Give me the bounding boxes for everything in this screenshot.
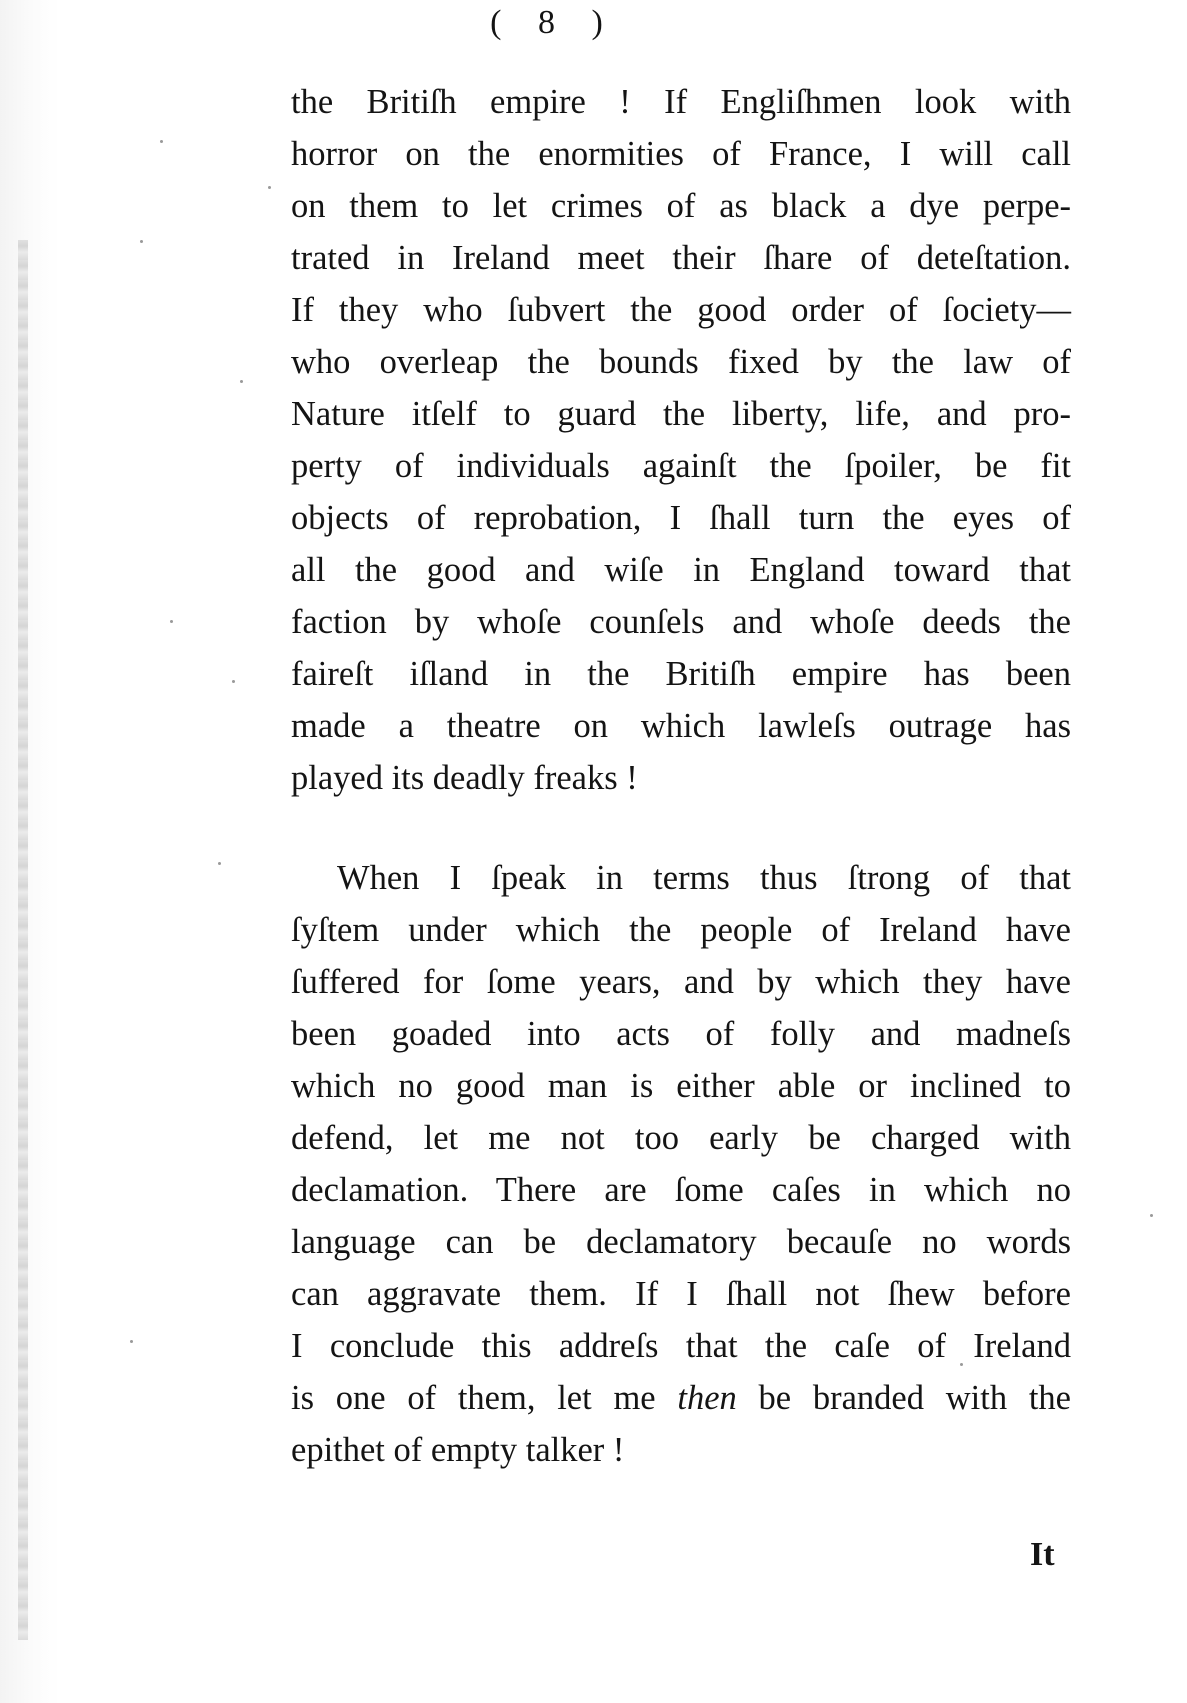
page-gutter [0,0,60,1703]
text-line: trated in Ireland meet their ſhare of deteſtation. [291,239,1071,277]
text-line: who overleap the bounds fixed by the law of [291,343,1071,381]
text-line-with-italic [291,1372,1071,1424]
speck [218,862,221,865]
text-line: language can be declamatory becauſe no words [291,1223,1071,1261]
text-line: epithet of empty talker ! [291,1431,625,1469]
paragraph-2 [291,852,1071,1476]
text-line: faction by whoſe counſels and whoſe deeds the [291,603,1071,641]
speck [160,140,163,143]
catchword: It [1030,1536,1055,1573]
text-line: played its deadly freaks ! [291,759,638,797]
speck [130,1340,133,1343]
speck [268,186,271,189]
speck [170,620,173,623]
text-line: When I ſpeak in terms thus ſtrong of that [337,859,1071,897]
binding-shadow [18,240,28,1640]
text-fragment: is one of them, let me [291,1379,678,1417]
speck [140,240,143,243]
text-line: the Britiſh empire ! If Engliſhmen look with [291,83,1071,121]
speck [240,380,243,383]
text-line: I conclude this addreſs that the caſe of Ireland [291,1327,1071,1365]
text-line: declamation. There are ſome caſes in which no [291,1171,1071,1209]
text-line: made a theatre on which lawleſs outrage has [291,707,1071,745]
text-line: faireſt iſland in the Britiſh empire has been [291,655,1071,693]
text-line: can aggravate them. If I ſhall not ſhew before [291,1275,1071,1313]
italic-word: then [677,1379,737,1417]
text-line: objects of reprobation, I ſhall turn the eyes of [291,499,1071,537]
text-line: ſyſtem under which the people of Ireland have [291,911,1071,949]
text-line: all the good and wiſe in England toward that [291,551,1071,589]
text-line: ſuffered for ſome years, and by which they have [291,963,1071,1001]
text-line: If they who ſubvert the good order of ſociety— [291,291,1071,329]
text-line: been goaded into acts of folly and madneſs [291,1015,1071,1053]
speck [1150,1214,1153,1217]
text-line: on them to let crimes of as black a dye perpe- [291,187,1071,225]
paragraph-1 [291,76,1071,804]
text-fragment: be branded with the [736,1379,1071,1417]
text-line: Nature itſelf to guard the liberty, life, and pro- [291,395,1071,433]
page-number: ( 8 ) [490,4,617,41]
text-line: defend, let me not too early be charged with [291,1119,1071,1157]
text-line: which no good man is either able or inclined to [291,1067,1071,1105]
text-line: perty of individuals againſt the ſpoiler, be fit [291,447,1071,485]
text-line: horror on the enormities of France, I will call [291,135,1071,173]
speck [232,680,235,683]
